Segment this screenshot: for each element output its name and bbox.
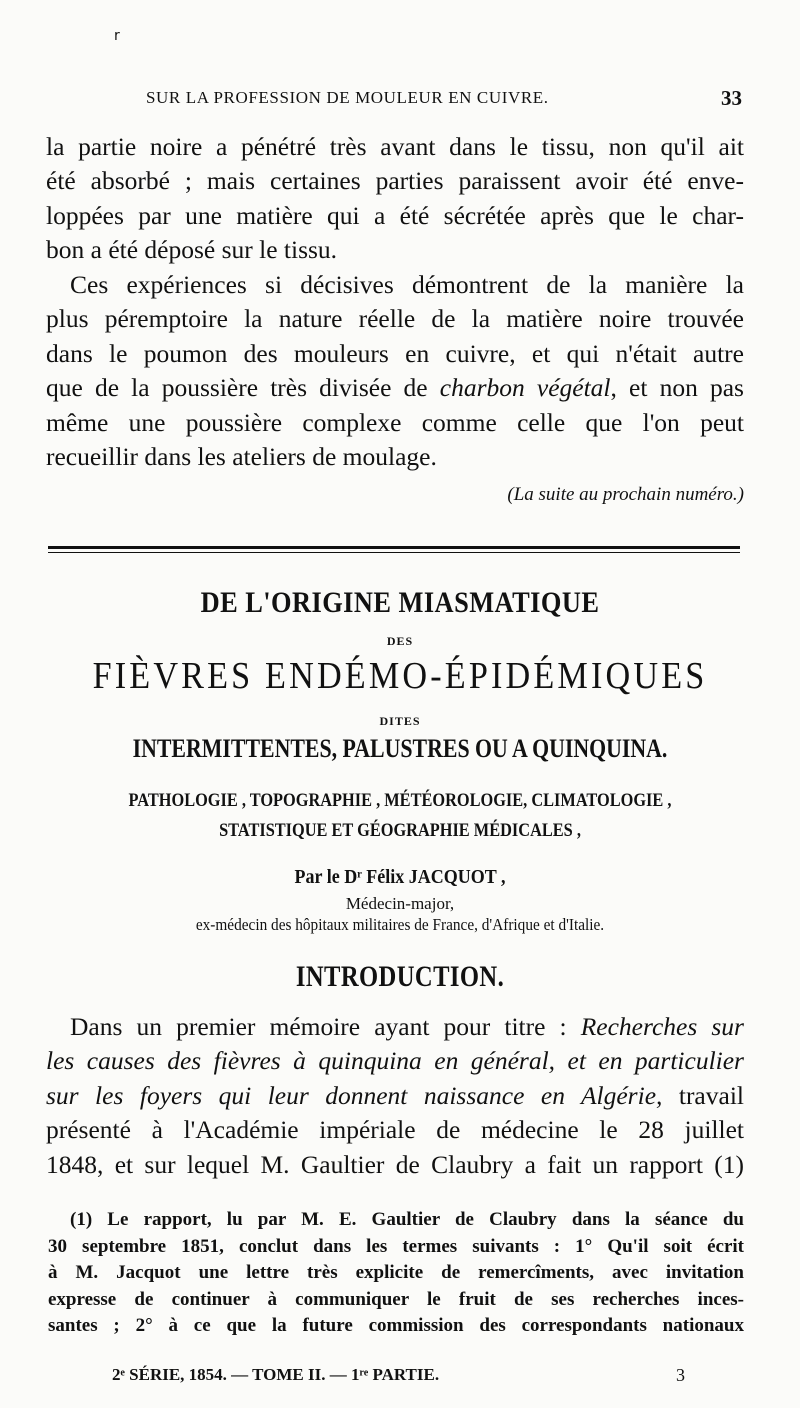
text-line: même une poussière complexe comme celle que l'on peut [46,407,744,437]
text-line: bon a été déposé sur le tissu. [46,235,338,265]
paragraph-experiences [46,268,744,474]
article-subtitle: STATISTIQUE ET GÉOGRAPHIE MÉDICALES , [219,820,581,841]
suite-note: (La suite au prochain numéro.) [507,484,744,505]
article-title-main: FIÈVRES ENDÉMO-ÉPIDÉMIQUES [92,655,708,697]
footnote-line: expresse de continuer à communiquer le fruit de ses recherches inces- [48,1288,744,1310]
text-segment: Dans un premier mémoire ayant pour titre : [70,1012,581,1041]
paragraph-introduction [46,1010,744,1182]
italic-term: charbon végétal [439,373,611,403]
author-affiliation: ex-médecin des hôpitaux militaires de France, d'Afrique et d'Italie. [195,915,605,934]
divider-rule [48,546,740,549]
author-line: Par le Dʳ Félix JACQUOT , [294,866,506,888]
text-segment: , et non pas [610,373,744,403]
text-line [46,371,744,405]
title-connector: DES [386,634,414,648]
text-segment: que de la poussière très divisée de [46,373,440,403]
author-rank: Médecin-major, [345,894,455,913]
italic-title: les causes des fièvres à quinquina en général, et en particulier [46,1046,744,1076]
page-number: 33 [721,86,742,110]
text-line [46,1044,744,1078]
signature-line: 2ᵉ SÉRIE, 1854. — TOME II. — 1ʳᵉ PARTIE. [112,1365,440,1384]
text-segment: travail [662,1080,744,1110]
text-line: Ces expériences si décisives démontrent de la manière la [70,270,744,299]
article-subtitle: PATHOLOGIE , TOPOGRAPHIE , MÉTÉOROLOGIE, CLIMATOLOGIE , [128,790,672,811]
text-line: la partie noire a pénétré très avant dans le tissu, non qu'il ait [46,132,744,161]
footnote [48,1207,744,1340]
text-line [46,1079,744,1113]
text-line: présenté à l'Académie impériale de médecine le 28 juillet [46,1115,744,1145]
footnote-line: santes ; 2° à ce que la future commission des correspondants nationaux [48,1315,744,1336]
title-connector: DITES [379,714,421,728]
text-line [46,1010,744,1044]
text-line: plus péremptoire la nature réelle de la matière noire trouvée [46,304,744,334]
text-line: été absorbé ; mais certaines parties paraissent avoir été enve- [46,166,744,196]
text-line: recueillir dans les ateliers de moulage. [46,442,437,472]
footnote-line: (1) Le rapport, lu par M. E. Gaultier de Claubry dans la séance du [70,1209,744,1230]
corner-mark: r [114,28,120,44]
article-title-sub: INTERMITTENTES, PALUSTRES OU A QUINQUINA. [132,734,668,763]
italic-title: Recherches sur [580,1012,744,1041]
text-line: dans le poumon des mouleurs en cuivre, et qui n'était autre [46,338,744,368]
running-head: SUR LA PROFESSION DE MOULEUR EN CUIVRE. [146,88,549,107]
divider-rule-thin [48,552,740,553]
text-line: loppées par une matière qui a été sécrétée après que le char- [46,200,744,230]
section-heading: INTRODUCTION. [295,960,505,993]
footnote-line: 30 septembre 1851, conclut dans les termes suivants : 1° Qu'il soit écrit [48,1235,744,1257]
paragraph-continuation [46,130,744,268]
signature-number: 3 [676,1365,685,1385]
article-title: DE L'ORIGINE MIASMATIQUE [200,586,600,619]
footnote-line: à M. Jacquot une lettre très explicite de remercîments, avec invitation [48,1262,744,1283]
text-line: 1848, et sur lequel M. Gaultier de Claubry a fait un rapport (1) [46,1149,744,1179]
italic-title: sur les foyers qui leur donnent naissance en Algérie, [46,1080,663,1110]
